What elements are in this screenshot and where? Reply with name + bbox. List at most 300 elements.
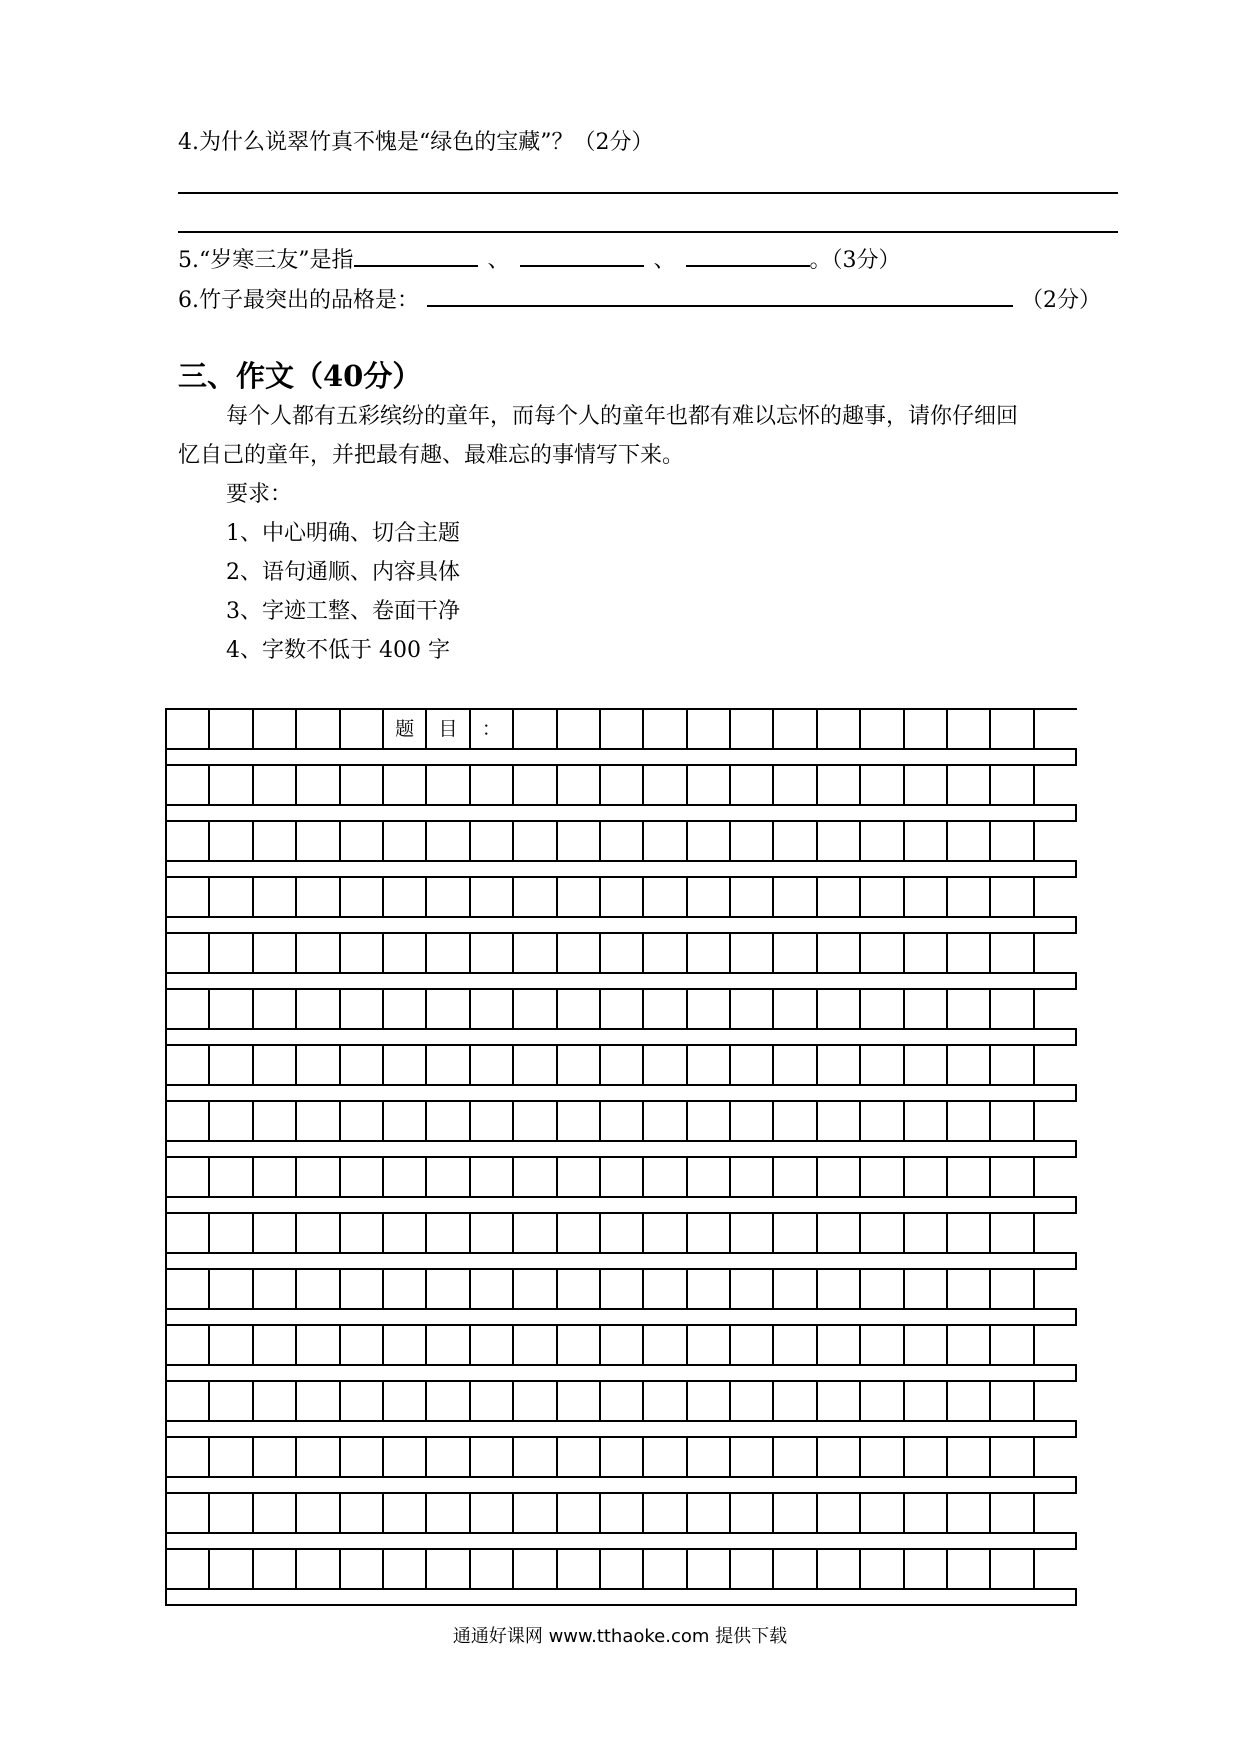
grid-cell[interactable] xyxy=(861,990,904,1028)
grid-cell[interactable] xyxy=(601,1158,644,1196)
grid-cell[interactable] xyxy=(818,1494,861,1532)
grid-cell[interactable] xyxy=(601,1270,644,1308)
grid-cell[interactable] xyxy=(991,1326,1034,1364)
grid-cell[interactable] xyxy=(948,766,991,804)
grid-cell[interactable] xyxy=(774,1214,817,1252)
grid-cell[interactable] xyxy=(254,822,297,860)
grid-cell[interactable] xyxy=(818,878,861,916)
grid-cell[interactable] xyxy=(167,1158,210,1196)
grid-cell[interactable] xyxy=(254,1494,297,1532)
grid-cell[interactable] xyxy=(341,766,384,804)
grid-cell[interactable] xyxy=(167,710,210,748)
grid-cell[interactable] xyxy=(861,822,904,860)
grid-cell[interactable] xyxy=(774,878,817,916)
grid-cell[interactable] xyxy=(688,1158,731,1196)
blank-1[interactable] xyxy=(354,243,478,267)
grid-cell[interactable] xyxy=(210,1158,253,1196)
grid-cell[interactable] xyxy=(514,1214,557,1252)
grid-cell[interactable] xyxy=(601,1214,644,1252)
grid-cell[interactable] xyxy=(471,1270,514,1308)
grid-cell[interactable] xyxy=(341,990,384,1028)
grid-cell[interactable] xyxy=(991,1102,1034,1140)
grid-cell[interactable] xyxy=(254,1102,297,1140)
grid-cell[interactable] xyxy=(167,1550,210,1588)
grid-cell[interactable] xyxy=(991,1438,1034,1476)
grid-cell[interactable] xyxy=(210,934,253,972)
grid-cell[interactable] xyxy=(254,1214,297,1252)
grid-cell[interactable] xyxy=(991,1046,1034,1084)
grid-cell[interactable] xyxy=(297,1550,340,1588)
grid-cell[interactable] xyxy=(427,878,470,916)
grid-cell[interactable] xyxy=(427,934,470,972)
grid-cell[interactable] xyxy=(861,1382,904,1420)
grid-cell[interactable] xyxy=(254,1326,297,1364)
grid-cell[interactable] xyxy=(384,878,427,916)
grid-cell[interactable] xyxy=(644,822,687,860)
grid-cell[interactable] xyxy=(341,1214,384,1252)
grid-cell[interactable] xyxy=(688,1550,731,1588)
grid-cell[interactable] xyxy=(991,766,1034,804)
blank-2[interactable] xyxy=(520,243,644,267)
grid-cell[interactable] xyxy=(948,1102,991,1140)
grid-cell[interactable] xyxy=(905,878,948,916)
grid-cell[interactable] xyxy=(384,1270,427,1308)
grid-cell[interactable] xyxy=(948,1214,991,1252)
grid-cell[interactable] xyxy=(991,1214,1034,1252)
grid-cell[interactable] xyxy=(731,1494,774,1532)
grid-cell[interactable] xyxy=(601,1102,644,1140)
grid-cell[interactable] xyxy=(774,1494,817,1532)
grid-cell[interactable] xyxy=(514,1550,557,1588)
grid-cell[interactable] xyxy=(471,934,514,972)
grid-cell[interactable] xyxy=(297,1438,340,1476)
blank-3[interactable] xyxy=(686,243,810,267)
grid-cell[interactable] xyxy=(644,990,687,1028)
grid-cell[interactable] xyxy=(688,1270,731,1308)
grid-cell[interactable] xyxy=(471,1382,514,1420)
grid-cell[interactable] xyxy=(210,1102,253,1140)
grid-cell[interactable] xyxy=(731,822,774,860)
grid-cell[interactable] xyxy=(341,1326,384,1364)
grid-cell[interactable] xyxy=(774,1046,817,1084)
grid-cell[interactable] xyxy=(167,1046,210,1084)
grid-cell[interactable] xyxy=(210,766,253,804)
grid-cell[interactable] xyxy=(558,1326,601,1364)
grid-cell[interactable] xyxy=(731,1214,774,1252)
grid-cell[interactable] xyxy=(948,878,991,916)
grid-cell[interactable] xyxy=(905,1438,948,1476)
grid-cell[interactable] xyxy=(818,766,861,804)
grid-cell[interactable] xyxy=(731,878,774,916)
grid-cell[interactable] xyxy=(384,766,427,804)
grid-cell[interactable] xyxy=(297,1158,340,1196)
grid-cell[interactable] xyxy=(601,1326,644,1364)
grid-cell[interactable] xyxy=(688,878,731,916)
answer-line-2[interactable] xyxy=(178,231,1118,233)
grid-cell[interactable] xyxy=(514,934,557,972)
grid-cell[interactable] xyxy=(644,1494,687,1532)
grid-cell[interactable] xyxy=(558,766,601,804)
grid-cell[interactable] xyxy=(905,710,948,748)
grid-cell[interactable] xyxy=(688,1326,731,1364)
grid-cell[interactable] xyxy=(254,878,297,916)
grid-cell[interactable] xyxy=(905,934,948,972)
grid-cell[interactable] xyxy=(905,1382,948,1420)
grid-cell[interactable] xyxy=(948,1382,991,1420)
grid-cell[interactable] xyxy=(731,1270,774,1308)
grid-cell[interactable] xyxy=(427,1550,470,1588)
grid-cell[interactable] xyxy=(644,1326,687,1364)
grid-cell[interactable] xyxy=(427,990,470,1028)
grid-cell[interactable] xyxy=(254,1438,297,1476)
grid-cell[interactable] xyxy=(167,1214,210,1252)
grid-cell[interactable] xyxy=(731,1046,774,1084)
grid-cell[interactable] xyxy=(297,1102,340,1140)
grid-cell[interactable] xyxy=(210,1270,253,1308)
grid-cell[interactable] xyxy=(471,766,514,804)
grid-cell[interactable] xyxy=(210,822,253,860)
grid-cell[interactable] xyxy=(731,1550,774,1588)
grid-cell[interactable] xyxy=(254,1158,297,1196)
grid-cell[interactable] xyxy=(341,1494,384,1532)
grid-cell[interactable] xyxy=(514,1102,557,1140)
grid-cell[interactable] xyxy=(384,1214,427,1252)
grid-cell[interactable] xyxy=(297,934,340,972)
grid-cell[interactable] xyxy=(427,1158,470,1196)
grid-cell[interactable] xyxy=(991,1382,1034,1420)
grid-cell[interactable] xyxy=(905,1270,948,1308)
grid-cell[interactable] xyxy=(818,1438,861,1476)
grid-cell[interactable] xyxy=(688,822,731,860)
grid-cell[interactable] xyxy=(297,1214,340,1252)
grid-cell[interactable] xyxy=(427,1382,470,1420)
grid-cell[interactable] xyxy=(991,1494,1034,1532)
grid-cell[interactable] xyxy=(384,1046,427,1084)
grid-cell[interactable] xyxy=(384,822,427,860)
grid-cell[interactable] xyxy=(861,1326,904,1364)
grid-cell[interactable] xyxy=(167,878,210,916)
grid-cell[interactable] xyxy=(905,1494,948,1532)
grid-cell[interactable] xyxy=(297,1382,340,1420)
grid-cell[interactable] xyxy=(297,766,340,804)
grid-cell[interactable] xyxy=(991,1158,1034,1196)
grid-cell[interactable] xyxy=(384,1382,427,1420)
grid-cell[interactable] xyxy=(601,1382,644,1420)
grid-cell[interactable] xyxy=(427,822,470,860)
grid-cell[interactable] xyxy=(818,1158,861,1196)
grid-cell[interactable] xyxy=(514,990,557,1028)
grid-cell[interactable] xyxy=(688,766,731,804)
grid-cell[interactable] xyxy=(167,766,210,804)
grid-cell[interactable] xyxy=(384,1326,427,1364)
grid-cell[interactable] xyxy=(341,710,384,748)
grid-cell[interactable] xyxy=(427,1326,470,1364)
grid-cell[interactable] xyxy=(341,822,384,860)
grid-cell[interactable] xyxy=(471,1326,514,1364)
grid-cell[interactable] xyxy=(731,1438,774,1476)
grid-cell[interactable] xyxy=(384,934,427,972)
grid-cell[interactable] xyxy=(688,710,731,748)
grid-cell[interactable] xyxy=(254,766,297,804)
grid-cell[interactable] xyxy=(905,1158,948,1196)
grid-cell[interactable] xyxy=(991,990,1034,1028)
grid-cell[interactable] xyxy=(861,710,904,748)
grid-cell[interactable] xyxy=(167,934,210,972)
grid-cell[interactable] xyxy=(167,1382,210,1420)
grid-cell[interactable] xyxy=(861,1550,904,1588)
grid-cell[interactable] xyxy=(861,1158,904,1196)
grid-cell[interactable] xyxy=(514,1270,557,1308)
grid-cell[interactable] xyxy=(861,878,904,916)
grid-cell[interactable] xyxy=(514,1046,557,1084)
grid-cell[interactable] xyxy=(297,1494,340,1532)
grid-cell[interactable] xyxy=(818,1214,861,1252)
grid-cell[interactable] xyxy=(948,1046,991,1084)
grid-cell[interactable] xyxy=(210,878,253,916)
grid-cell[interactable] xyxy=(297,710,340,748)
grid-cell[interactable] xyxy=(471,878,514,916)
grid-cell[interactable] xyxy=(210,1550,253,1588)
grid-cell[interactable] xyxy=(384,1494,427,1532)
grid-cell[interactable] xyxy=(254,1270,297,1308)
grid-cell[interactable] xyxy=(731,1158,774,1196)
grid-cell[interactable] xyxy=(558,1270,601,1308)
grid-cell[interactable] xyxy=(167,1102,210,1140)
grid-cell[interactable] xyxy=(818,1550,861,1588)
grid-cell[interactable] xyxy=(210,1046,253,1084)
grid-cell[interactable] xyxy=(514,710,557,748)
grid-cell[interactable] xyxy=(341,1102,384,1140)
grid-cell[interactable] xyxy=(688,1102,731,1140)
grid-cell[interactable] xyxy=(731,710,774,748)
grid-cell[interactable] xyxy=(558,710,601,748)
grid-cell[interactable] xyxy=(948,990,991,1028)
grid-cell[interactable] xyxy=(167,990,210,1028)
grid-cell[interactable] xyxy=(558,822,601,860)
grid-cell[interactable] xyxy=(471,1438,514,1476)
grid-cell[interactable] xyxy=(774,1102,817,1140)
grid-cell[interactable] xyxy=(644,1214,687,1252)
grid-cell[interactable] xyxy=(558,1102,601,1140)
grid-cell[interactable] xyxy=(861,1438,904,1476)
grid-cell[interactable] xyxy=(384,1102,427,1140)
grid-cell[interactable] xyxy=(514,766,557,804)
grid-cell[interactable] xyxy=(471,1102,514,1140)
grid-cell[interactable] xyxy=(688,990,731,1028)
grid-cell[interactable] xyxy=(384,990,427,1028)
grid-cell[interactable] xyxy=(471,1046,514,1084)
grid-cell[interactable] xyxy=(254,1046,297,1084)
grid-cell[interactable] xyxy=(297,1326,340,1364)
grid-cell[interactable]: 目 xyxy=(427,710,470,748)
grid-cell[interactable] xyxy=(341,934,384,972)
grid-cell[interactable] xyxy=(644,878,687,916)
grid-cell[interactable] xyxy=(341,1550,384,1588)
grid-cell[interactable] xyxy=(644,1102,687,1140)
grid-cell[interactable] xyxy=(905,822,948,860)
grid-cell[interactable] xyxy=(341,1046,384,1084)
grid-cell[interactable] xyxy=(601,710,644,748)
grid-cell[interactable] xyxy=(297,822,340,860)
grid-cell[interactable] xyxy=(558,990,601,1028)
grid-cell[interactable] xyxy=(514,1494,557,1532)
grid-cell[interactable] xyxy=(818,1382,861,1420)
grid-cell[interactable] xyxy=(558,1494,601,1532)
grid-cell[interactable] xyxy=(384,1438,427,1476)
grid-cell[interactable] xyxy=(558,1046,601,1084)
grid-cell[interactable] xyxy=(774,1438,817,1476)
grid-cell[interactable] xyxy=(731,1326,774,1364)
grid-cell[interactable] xyxy=(558,1438,601,1476)
grid-cell[interactable] xyxy=(558,1382,601,1420)
grid-cell[interactable] xyxy=(905,1102,948,1140)
grid-cell[interactable] xyxy=(991,934,1034,972)
grid-cell[interactable] xyxy=(558,1214,601,1252)
grid-cell[interactable] xyxy=(948,1270,991,1308)
grid-cell[interactable] xyxy=(427,1494,470,1532)
grid-cell[interactable] xyxy=(861,1102,904,1140)
grid-cell[interactable] xyxy=(210,1382,253,1420)
grid-cell[interactable] xyxy=(601,990,644,1028)
grid-cell[interactable] xyxy=(644,1382,687,1420)
grid-cell[interactable] xyxy=(167,1270,210,1308)
grid-cell[interactable] xyxy=(427,1270,470,1308)
grid-cell[interactable] xyxy=(254,934,297,972)
grid-cell[interactable] xyxy=(471,1158,514,1196)
grid-cell[interactable] xyxy=(774,1550,817,1588)
grid-cell[interactable] xyxy=(427,1046,470,1084)
grid-cell[interactable] xyxy=(818,1102,861,1140)
grid-cell[interactable] xyxy=(774,822,817,860)
grid-cell[interactable] xyxy=(601,934,644,972)
grid-cell[interactable] xyxy=(948,710,991,748)
grid-cell[interactable] xyxy=(948,1326,991,1364)
grid-cell[interactable] xyxy=(341,1270,384,1308)
grid-cell[interactable] xyxy=(514,878,557,916)
grid-cell[interactable] xyxy=(905,1214,948,1252)
grid-cell[interactable] xyxy=(254,710,297,748)
grid-cell[interactable] xyxy=(514,1158,557,1196)
grid-cell[interactable] xyxy=(818,990,861,1028)
grid-cell[interactable] xyxy=(471,1214,514,1252)
grid-cell[interactable] xyxy=(818,934,861,972)
grid-cell[interactable] xyxy=(644,1550,687,1588)
grid-cell[interactable] xyxy=(471,822,514,860)
grid-cell[interactable] xyxy=(905,1046,948,1084)
grid-cell[interactable] xyxy=(948,934,991,972)
grid-cell[interactable] xyxy=(427,766,470,804)
grid-cell[interactable] xyxy=(644,1438,687,1476)
grid-cell[interactable] xyxy=(601,766,644,804)
grid-cell[interactable] xyxy=(601,1438,644,1476)
grid-cell[interactable] xyxy=(384,1158,427,1196)
grid-cell[interactable] xyxy=(774,934,817,972)
grid-cell[interactable] xyxy=(210,1214,253,1252)
grid-cell[interactable] xyxy=(818,710,861,748)
grid-cell[interactable] xyxy=(167,822,210,860)
answer-line-1[interactable] xyxy=(178,192,1118,194)
grid-cell[interactable] xyxy=(254,1382,297,1420)
grid-cell[interactable] xyxy=(384,1550,427,1588)
grid-cell[interactable] xyxy=(688,1214,731,1252)
grid-cell[interactable] xyxy=(514,822,557,860)
grid-cell[interactable] xyxy=(644,1158,687,1196)
grid-cell[interactable] xyxy=(991,1270,1034,1308)
grid-cell[interactable] xyxy=(774,1270,817,1308)
grid-cell[interactable] xyxy=(644,934,687,972)
grid-cell[interactable] xyxy=(861,1046,904,1084)
grid-cell[interactable] xyxy=(991,710,1034,748)
blank-4[interactable] xyxy=(427,283,1013,307)
grid-cell[interactable]: ： xyxy=(471,710,514,748)
grid-cell[interactable] xyxy=(341,1438,384,1476)
grid-cell[interactable] xyxy=(427,1214,470,1252)
grid-cell[interactable] xyxy=(948,1158,991,1196)
grid-cell[interactable] xyxy=(254,990,297,1028)
grid-cell[interactable] xyxy=(514,1382,557,1420)
grid-cell[interactable] xyxy=(601,822,644,860)
grid-cell[interactable] xyxy=(167,1326,210,1364)
grid-cell[interactable] xyxy=(471,1550,514,1588)
grid-cell[interactable] xyxy=(644,710,687,748)
grid-cell[interactable] xyxy=(210,1494,253,1532)
grid-cell[interactable] xyxy=(905,1326,948,1364)
grid-cell[interactable] xyxy=(948,1438,991,1476)
grid-cell[interactable] xyxy=(167,1494,210,1532)
grid-cell[interactable] xyxy=(471,1494,514,1532)
grid-cell[interactable] xyxy=(558,1550,601,1588)
grid-cell[interactable] xyxy=(644,1046,687,1084)
grid-cell[interactable] xyxy=(731,990,774,1028)
grid-cell[interactable] xyxy=(731,1102,774,1140)
grid-cell[interactable] xyxy=(731,766,774,804)
grid-cell[interactable] xyxy=(210,1326,253,1364)
grid-cell[interactable] xyxy=(774,1382,817,1420)
grid-cell[interactable] xyxy=(774,1326,817,1364)
grid-cell[interactable] xyxy=(861,1494,904,1532)
grid-cell[interactable] xyxy=(688,1382,731,1420)
grid-cell[interactable] xyxy=(818,1270,861,1308)
grid-cell[interactable] xyxy=(601,1550,644,1588)
grid-cell[interactable] xyxy=(948,1494,991,1532)
grid-cell[interactable] xyxy=(905,1550,948,1588)
grid-cell[interactable] xyxy=(167,1438,210,1476)
grid-cell[interactable] xyxy=(341,1382,384,1420)
grid-cell[interactable] xyxy=(688,1438,731,1476)
grid-cell[interactable] xyxy=(297,990,340,1028)
grid-cell[interactable] xyxy=(210,1438,253,1476)
grid-cell[interactable] xyxy=(601,1046,644,1084)
grid-cell[interactable] xyxy=(297,1270,340,1308)
grid-cell[interactable] xyxy=(861,1270,904,1308)
grid-cell[interactable] xyxy=(948,822,991,860)
grid-cell[interactable] xyxy=(341,878,384,916)
grid-cell[interactable] xyxy=(991,1550,1034,1588)
grid-cell[interactable]: 题 xyxy=(384,710,427,748)
grid-cell[interactable] xyxy=(731,1382,774,1420)
grid-cell[interactable] xyxy=(514,1438,557,1476)
grid-cell[interactable] xyxy=(558,878,601,916)
grid-cell[interactable] xyxy=(427,1438,470,1476)
grid-cell[interactable] xyxy=(297,878,340,916)
grid-cell[interactable] xyxy=(427,1102,470,1140)
grid-cell[interactable] xyxy=(210,990,253,1028)
grid-cell[interactable] xyxy=(905,990,948,1028)
grid-cell[interactable] xyxy=(861,1214,904,1252)
grid-cell[interactable] xyxy=(861,934,904,972)
grid-cell[interactable] xyxy=(991,878,1034,916)
grid-cell[interactable] xyxy=(297,1046,340,1084)
